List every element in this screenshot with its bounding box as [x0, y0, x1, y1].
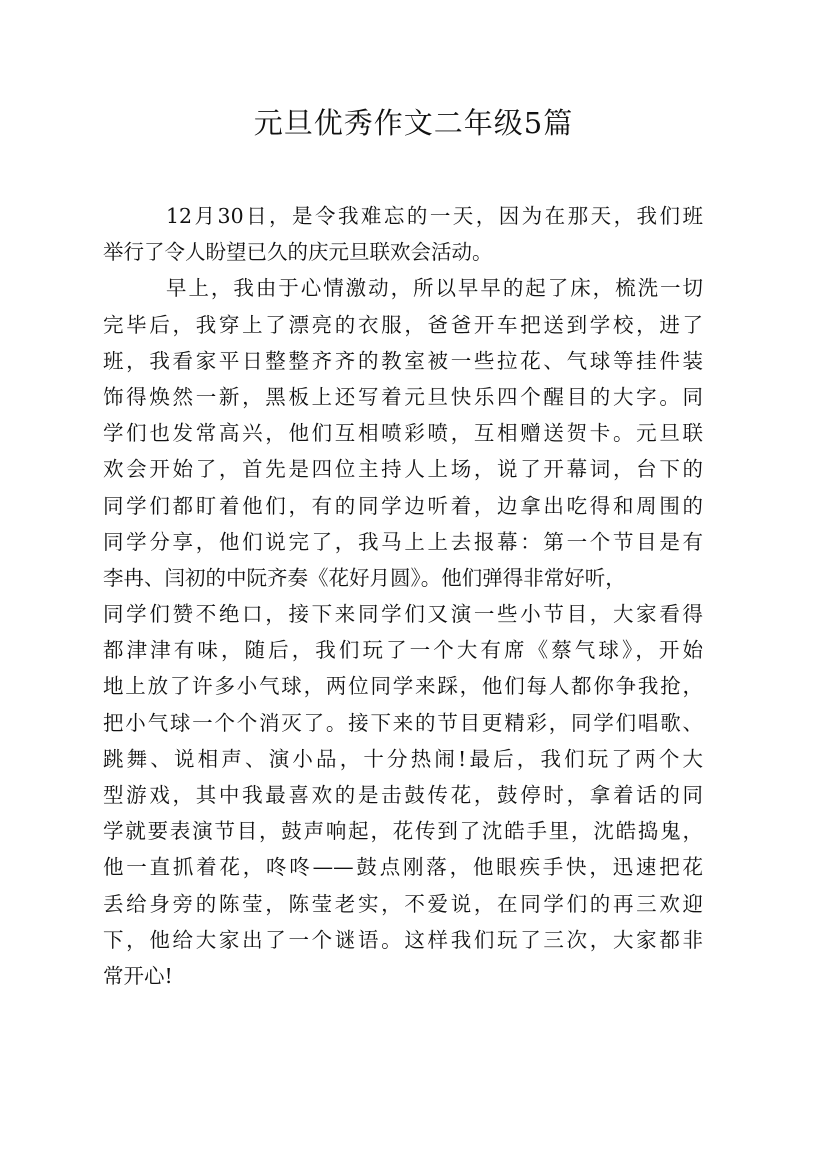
text-line: 把小气球一个个消灭了。接下来的节目更精彩，同学们唱歌、: [103, 710, 703, 735]
text-line: 地上放了许多小气球，两位同学来踩，他们每人都你争我抢，: [103, 674, 703, 699]
text-line: 欢会开始了，首先是四位主持人上场，说了开幕词，台下的: [103, 457, 703, 482]
text-line: 同学们都盯着他们，有的同学边听着，边拿出吃得和周围的: [103, 493, 703, 518]
text-line: 型游戏，其中我最喜欢的是击鼓传花，鼓停时，拿着话的同: [103, 783, 703, 807]
text-line: 跳舞、说相声、演小品，十分热闹!最后，我们玩了两个大: [103, 746, 703, 771]
paragraph-2: [103, 270, 703, 994]
text-line: 学们也发常高兴，他们互相喷彩喷，互相赠送贺卡。元旦联: [103, 421, 703, 446]
text-line: 同学们赞不绝口，接下来同学们又演一些小节目，大家看得: [103, 602, 703, 627]
text-line: 下，他给大家出了一个谜语。这样我们玩了三次，大家都非: [103, 927, 703, 952]
document-body: [103, 198, 703, 994]
text-line: 学就要表演节目，鼓声响起，花传到了沈皓手里，沈皓捣鬼，: [103, 819, 703, 844]
text-line: 李冉、闫初的中阮齐奏《花好月圆》。他们弹得非常好听，: [103, 565, 626, 590]
paragraph-1: [103, 198, 703, 270]
text-line: 举行了令人盼望已久的庆元旦联欢会活动。: [103, 240, 493, 265]
text-line: 12月30日，是令我难忘的一天，因为在那天，我们班: [166, 204, 703, 228]
text-line: 他一直抓着花，咚咚——鼓点刚落，他眼疾手快，迅速把花: [103, 855, 703, 880]
text-line: 班，我看家平日整整齐齐的教室被一些拉花、气球等挂件装: [103, 348, 703, 373]
text-line: 都津津有味，随后，我们玩了一个大有席《蔡气球》，开始: [103, 638, 703, 663]
document-title: 元旦优秀作文二年级5篇: [253, 106, 574, 140]
text-line: 丢给身旁的陈莹，陈莹老实，不爱说，在同学们的再三欢迎: [103, 891, 703, 916]
text-line: 常开心!: [103, 963, 173, 988]
text-line: 饰得焕然一新，黑板上还写着元旦快乐四个醒目的大字。同: [103, 384, 703, 409]
text-line: 同学分享，他们说完了，我马上上去报幕：第一个节目是有: [103, 529, 703, 554]
text-line: 早上，我由于心情激动，所以早早的起了床，梳洗一切: [166, 276, 703, 301]
text-line: 完毕后，我穿上了漂亮的衣服，爸爸开车把送到学校，进了: [103, 312, 703, 337]
